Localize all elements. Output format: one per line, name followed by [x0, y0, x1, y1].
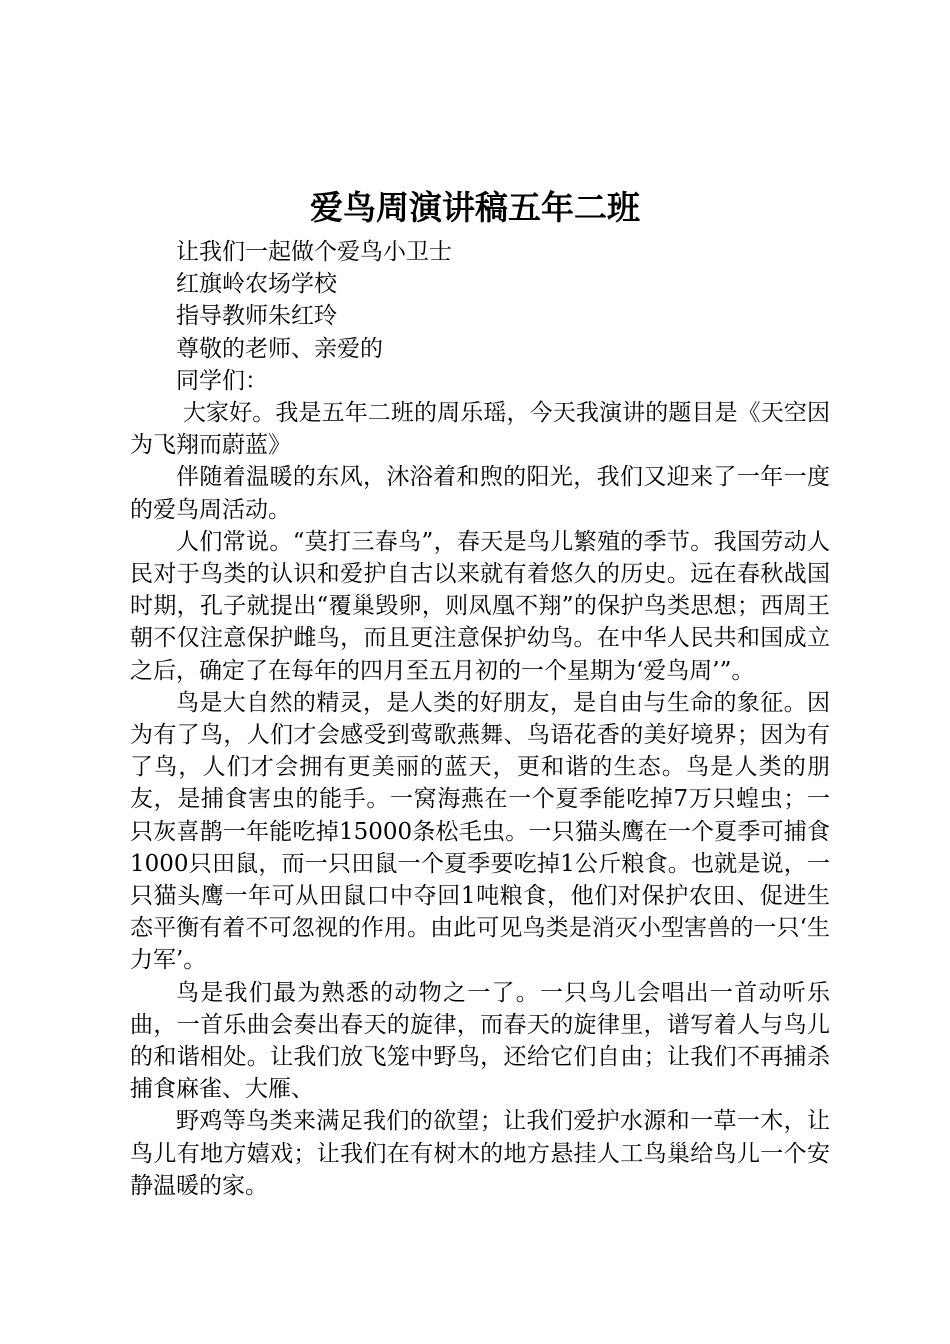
paragraph-history: 人们常说。“莫打三春鸟”，春天是鸟儿繁殖的季节。我国劳动人民对于鸟类的认识和爱护自古以来就有着悠久的历史。远在春秋战国时期，孔子就提出“覆巢毁卵，则凤凰不翔”的保护鸟类思想；西周王朝不仅注意保护雌鸟，而且更注意保护幼鸟。在中华人民共和国成立之后，确定了在每年的四月至五月初的一个星期为‘爱鸟周’”。: [130, 528, 830, 684]
document-body: [130, 236, 830, 1202]
subtitle-line: 让我们一起做个爱鸟小卫士: [176, 239, 452, 265]
teacher-line: 指导教师朱红玲: [176, 303, 337, 330]
paragraph-birds-friends: 鸟是大自然的精灵，是人类的好朋友，是自由与生命的象征。因为有了鸟，人们才会感受到莺歌燕舞、鸟语花香的美好境界；因为有了鸟，人们才会拥有更美丽的蓝天，更和谐的生态。鸟是人类的朋友，是捕食害虫的能手。一窝海燕在一个夏季能吃掉7万只蝗虫；一只灰喜鹊一年能吃掉15000条松毛虫。一只猫头鹰在一个夏季可捕食1000只田鼠，而一只田鼠一个夏季要吃掉1公斤粮食。也就是说，一只猫头鹰一年可从田鼠口中夺回1吨粮食，他们对保护农田、促进生态平衡有着不可忽视的作用。由此可见鸟类是消灭小型害兽的一只‘生力军’。: [130, 689, 830, 974]
document-title: 爱鸟周演讲稿五年二班: [310, 188, 640, 227]
school-name-line: 红旗岭农场学校: [176, 271, 337, 298]
paragraph-greeting: 大家好。我是五年二班的周乐瑶，今天我演讲的题目是《天空因为飞翔而蔚蓝》: [130, 400, 830, 459]
salutation-line: 尊敬的老师、亲爱的: [176, 335, 383, 362]
paragraph-intro: 伴随着温暖的东风，沐浴着和煦的阳光，我们又迎来了一年一度的爱鸟周活动。: [130, 464, 830, 523]
paragraph-call-to-action: 野鸡等鸟类来满足我们的欲望；让我们爱护水源和一草一木，让鸟儿有地方嬉戏；让我们在有树木的地方悬挂人工鸟巢给鸟儿一个安静温暖的家。: [130, 1108, 830, 1199]
salutation-line-2: 同学们：: [176, 367, 268, 394]
paragraph-familiar-animals: 鸟是我们最为熟悉的动物之一了。一只鸟儿会唱出一首动听乐曲，一首乐曲会奏出春天的旋律，而春天的旋律里，谱写着人与鸟儿的和谐相处。让我们放飞笼中野鸟，还给它们自由；让我们不再捕杀捕食麻雀、大雁、: [130, 979, 830, 1103]
